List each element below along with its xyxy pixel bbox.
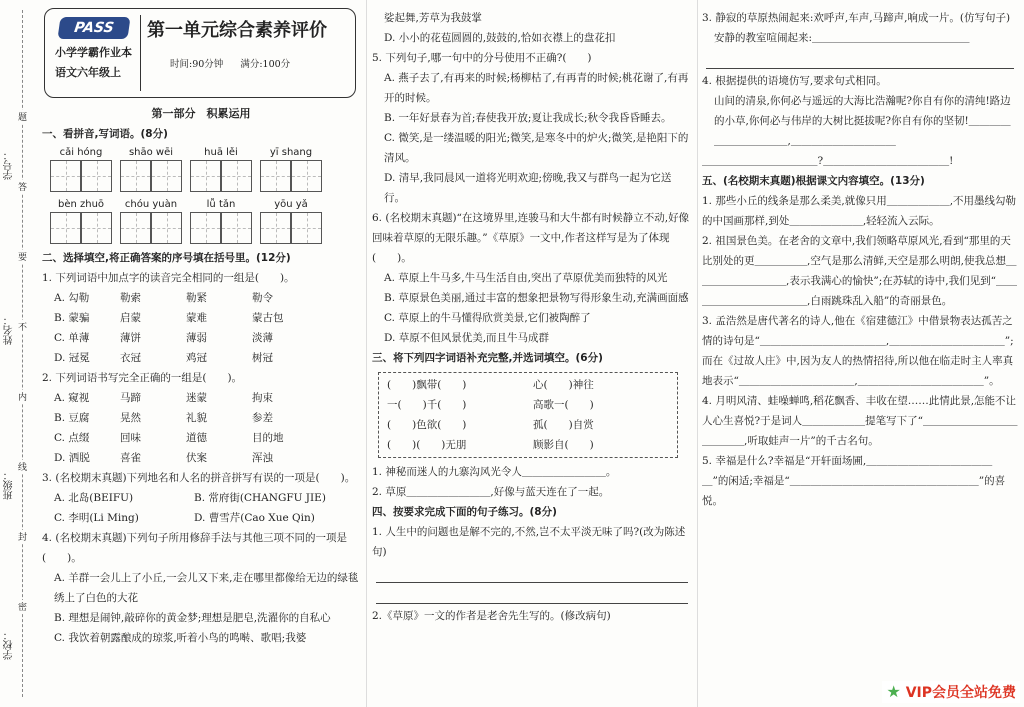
idiom-item[interactable]: ( )( )无朋 xyxy=(387,439,467,451)
option-text[interactable]: A. 草原上牛马多,牛马生活自由,突出了草原优美而独特的风光 xyxy=(384,272,668,284)
seal-mark: 答 xyxy=(18,180,27,193)
seal-mark: 内 xyxy=(18,390,27,403)
student-id-label: 学号： xyxy=(4,150,15,180)
pinyin-group: lǚ tǎn xyxy=(190,198,252,244)
column-2 xyxy=(372,0,692,707)
column-1 xyxy=(42,0,360,707)
question-text: 1. 下列词语中加点字的读音完全相同的一组是( )。 xyxy=(42,272,295,284)
option-text[interactable]: C. 我饮着朝露酿成的琼浆,听着小鸟的鸣啭、歌唱;我婆 xyxy=(54,632,307,644)
option-row[interactable]: C. 单薄 薄饼 薄弱 淡薄 xyxy=(54,332,273,344)
exam-title: 第一单元综合素养评价 xyxy=(147,20,327,41)
pinyin-group: bèn zhuō xyxy=(50,198,112,244)
pinyin-group: huā lěi xyxy=(190,146,252,192)
option-row[interactable]: B. 豆腐 晃然 礼貌 参差 xyxy=(54,412,273,424)
writing-box[interactable] xyxy=(291,160,322,192)
fill-sentence[interactable]: 1. 神秘而迷人的九寨沟风光令人＿＿＿＿＿＿＿＿。 xyxy=(372,466,617,478)
option-text[interactable]: A. 燕子去了,有再来的时候;杨柳枯了,有再青的时候;桃花谢了,有再开的时候。 xyxy=(384,72,689,104)
vip-watermark[interactable]: ★ VIP会员全站免费 xyxy=(882,681,1020,703)
seal-mark: 题 xyxy=(18,110,27,123)
option-row[interactable]: A. 窥视 马蹄 迷蒙 拘束 xyxy=(54,392,273,404)
option-text[interactable]: C. 草原上的牛马懂得欣赏美景,它们被陶醉了 xyxy=(384,312,591,324)
question-text: 3. 静寂的草原热闹起来:欢呼声,车声,马蹄声,响成一片。(仿写句子) xyxy=(702,12,1011,24)
section-title: 二、选择填空,将正确答案的序号填在括号里。(12分) xyxy=(42,252,291,264)
question-text: 1. 人生中的问题也是解不完的,不然,岂不太平淡无味了吗?(改为陈述句) xyxy=(372,526,686,558)
writing-box[interactable] xyxy=(151,212,182,244)
writing-box[interactable] xyxy=(151,160,182,192)
brand-name: 小学学霸作业本 xyxy=(55,46,132,59)
fill-sentence[interactable]: 安静的教室喧闹起来:＿＿＿＿＿＿＿＿＿＿＿＿＿＿＿ xyxy=(714,32,970,44)
fill-sentence[interactable]: 2. 草原＿＿＿＿＿＿＿＿,好像与蓝天连在了一起。 xyxy=(372,486,610,498)
question-text: 2.《草原》一文的作者是老舍先生写的。(修改病句) xyxy=(372,610,611,622)
idiom-item[interactable]: 孤( )自赏 xyxy=(533,419,594,431)
section-title: 三、将下列四字词语补充完整,并选词填空。(6分) xyxy=(372,352,603,364)
option-text: 娑起舞,芳草为我鼓掌 xyxy=(384,12,482,24)
name-label: 姓名： xyxy=(4,315,15,345)
exam-score: 满分:100分 xyxy=(240,59,291,70)
option-row[interactable]: C. 点缀 回味 道德 目的地 xyxy=(54,432,284,444)
section-title: 五、(名校期末真题)根据课文内容填空。(13分) xyxy=(702,175,925,187)
column-3 xyxy=(702,0,1018,707)
writing-box[interactable] xyxy=(50,212,81,244)
idiom-box xyxy=(378,372,678,458)
fill-sentence[interactable]: 3. 孟浩然是唐代著名的诗人,他在《宿建德江》中借景物表达孤苦之情的诗句是“＿＿＿＿＿＿＿＿＿＿＿＿,＿＿＿＿＿＿＿＿＿＿＿”;而在《过故人庄》中,因为友人的热情招待,所以他在临走时主人率真地表示“＿＿＿＿＿＿＿＿＿＿＿,＿＿＿＿＿＿＿＿＿＿＿＿”。 xyxy=(702,315,1014,387)
fill-sentence[interactable]: 2. 祖国景色美。在老舍的文章中,我们领略草原风光,看到“那里的天比别处的更＿＿＿＿＿,空气是那么清鲜,天空是那么明朗,使我总想＿＿＿＿＿＿＿＿＿,表示我满心的愉快”;在苏轼的诗中,我们见到“＿＿＿＿＿＿＿＿＿＿＿＿,白雨跳珠乱入船”的奇丽景色。 xyxy=(702,235,1017,307)
grade-label: 语文六年级上 xyxy=(55,66,121,79)
option-row[interactable]: A. 勾勒 勒索 勒紧 勒令 xyxy=(54,292,273,304)
option-row[interactable]: B. 蒙骗 启蒙 蒙难 蒙古包 xyxy=(54,312,284,324)
option-row[interactable]: D. 洒脱 喜雀 伏案 浑浊 xyxy=(54,452,273,464)
pinyin-group: chóu yuàn xyxy=(120,198,182,244)
pinyin-row xyxy=(50,146,360,192)
option-text[interactable]: C. 微笑,是一缕温暖的阳光;微笑,是寒冬中的炉火;微笑,是艳阳下的清风。 xyxy=(384,132,689,164)
writing-box[interactable] xyxy=(260,212,291,244)
writing-box[interactable] xyxy=(291,212,322,244)
school-label: 学校： xyxy=(4,630,15,660)
writing-box[interactable] xyxy=(190,160,221,192)
question-text: 6. (名校期末真题)“在这境界里,连骏马和大牛都有时候静立不动,好像回味着草原的无限乐趣。”《草原》一文中,作者这样写是为了体现( )。 xyxy=(372,212,690,264)
writing-box[interactable] xyxy=(81,212,112,244)
option-text[interactable]: D. 小小的花苞圆圆的,鼓鼓的,恰如衣襟上的盘花扣 xyxy=(384,32,616,44)
writing-box[interactable] xyxy=(50,160,81,192)
idiom-item[interactable]: 一( )千( ) xyxy=(387,399,467,411)
idiom-item[interactable]: 高歌一( ) xyxy=(533,399,594,411)
idiom-item[interactable]: 心( )神往 xyxy=(533,379,594,391)
writing-box[interactable] xyxy=(221,160,252,192)
section-title: 一、看拼音,写词语。(8分) xyxy=(42,128,168,140)
question-text: 2. 下列词语书写完全正确的一组是( )。 xyxy=(42,372,243,384)
writing-box[interactable] xyxy=(120,160,151,192)
writing-box[interactable] xyxy=(260,160,291,192)
seal-mark: 密 xyxy=(18,600,27,613)
idiom-item[interactable]: 顾影自( ) xyxy=(533,439,594,451)
exam-time: 时间:90分钟 xyxy=(170,59,224,70)
option-row[interactable]: C. 李明(Li Ming) D. 曹雪芹(Cao Xue Qin) xyxy=(54,512,315,524)
option-row[interactable]: A. 北岛(BEIFU) B. 常府街(CHANGFU JIE) xyxy=(54,492,326,504)
pinyin-row xyxy=(50,198,360,244)
pinyin-group: shāo wēi xyxy=(120,146,182,192)
option-text[interactable]: A. 羊群一会儿上了小丘,一会儿又下来,走在哪里都像给无边的绿毯绣上了白色的大花 xyxy=(54,572,359,604)
option-text[interactable]: B. 一年好景春为首;春使我开放;夏让我成长;秋令我昏昏睡去。 xyxy=(384,112,672,124)
answer-line[interactable] xyxy=(706,50,1014,69)
answer-line[interactable] xyxy=(376,564,688,583)
exam-header xyxy=(44,8,356,98)
option-text[interactable]: B. 理想是闹钟,敲碎你的黄金梦;理想是肥皂,洗濯你的自私心 xyxy=(54,612,331,624)
fill-sentence[interactable]: 1. 那些小丘的线条是那么柔美,就像只用＿＿＿＿＿＿,不用墨线勾勒的中国画那样,到处＿＿＿＿＿＿＿,轻轻流入云际。 xyxy=(702,195,1017,227)
seal-mark: 封 xyxy=(18,530,27,543)
fill-sentence[interactable]: ＿＿＿＿＿＿＿＿＿＿＿?＿＿＿＿＿＿＿＿＿＿＿＿! xyxy=(702,155,954,167)
pinyin-group: yōu yǎ xyxy=(260,198,322,244)
star-icon: ★ xyxy=(886,682,901,701)
fill-sentence[interactable]: 4. 月明风清、蛙噪蝉鸣,稻花飘香、丰收在望……此情此景,怎能不让人心生喜悦?于是词人＿＿＿＿＿＿提笔写下了“＿＿＿＿＿＿＿＿＿＿＿＿＿,听取蛙声一片”的千古名句。 xyxy=(702,395,1018,447)
writing-box[interactable] xyxy=(81,160,112,192)
question-text: 4. (名校期末真题)下列句子所用修辞手法与其他三项不同的一项是( )。 xyxy=(42,532,348,564)
idiom-item[interactable]: ( )飘带( ) xyxy=(387,379,467,391)
binding-strip xyxy=(0,0,40,707)
fill-sentence[interactable]: 5. 幸福是什么?幸福是“开轩面场圃,＿＿＿＿＿＿＿＿＿＿＿＿＿”的闲适;幸福是“＿＿＿＿＿＿＿＿＿＿＿＿＿＿＿＿＿＿”的喜悦。 xyxy=(702,455,1006,507)
writing-box[interactable] xyxy=(221,212,252,244)
option-text[interactable]: D. 草原不但风景优美,而且牛马成群 xyxy=(384,332,550,344)
exam-meta xyxy=(170,55,290,75)
question-text: 3. (名校期末真题)下列地名和人名的拼音拼写有误的一项是( )。 xyxy=(42,472,356,484)
section-title: 四、按要求完成下面的句子练习。(8分) xyxy=(372,506,557,518)
option-text[interactable]: B. 草原景色美丽,通过丰富的想象把景物写得形象生动,充满画面感 xyxy=(384,292,689,304)
writing-box[interactable] xyxy=(120,212,151,244)
class-label: 班级： xyxy=(4,470,15,500)
question-text: 4. 根据提供的语境仿写,要求句式相同。 xyxy=(702,75,887,87)
option-row[interactable]: D. 冠冕 衣冠 鸡冠 树冠 xyxy=(54,352,273,364)
idiom-item[interactable]: ( )色欲( ) xyxy=(387,419,467,431)
pinyin-group: cǎi hóng xyxy=(50,146,112,192)
writing-box[interactable] xyxy=(190,212,221,244)
seal-mark: 不 xyxy=(18,320,27,333)
option-text[interactable]: D. 清早,我同晨风一道将光明欢迎;傍晚,我又与群鸟一起为它送行。 xyxy=(384,172,672,204)
seal-mark: 线 xyxy=(18,460,27,473)
fill-sentence[interactable]: 山间的清泉,你何必与遥远的大海比浩瀚呢?你自有你的清纯!路边的小草,你何必与伟岸的大树比挺拔呢?你自有你的坚韧!＿＿＿＿＿＿＿＿＿＿＿,＿＿＿＿＿＿＿＿＿＿ xyxy=(714,95,1011,147)
pinyin-group: yī shang xyxy=(260,146,322,192)
pass-logo: PASS xyxy=(57,17,130,39)
question-text: 5. 下列句子,哪一句中的分号使用不正确?( ) xyxy=(372,52,592,64)
seal-mark: 要 xyxy=(18,250,27,263)
answer-line[interactable] xyxy=(376,585,688,604)
part-title: 第一部分 积累运用 xyxy=(151,107,251,120)
